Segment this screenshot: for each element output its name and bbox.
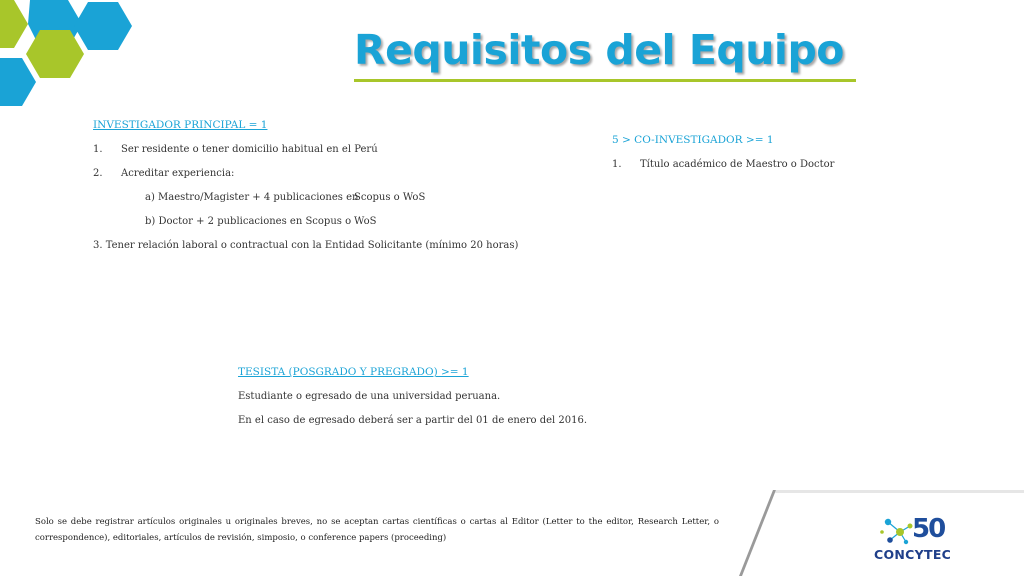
hexagon-green-top [0, 0, 28, 48]
tesista-line-2: En el caso de egresado deberá ser a partir del 01 de enero del 2016. [238, 415, 588, 426]
tesista-header: TESISTA (POSGRADO Y PREGRADO) >= 1 [238, 366, 469, 378]
tesista-line-1: Estudiante o egresado de una universidad peruana. [238, 391, 501, 402]
co-investigador-item-1 [612, 159, 834, 171]
sub-item-b-right: WoS [354, 216, 377, 227]
hexagon-blue-bottom [0, 58, 36, 106]
logo-wordmark: CONCYTEC [874, 547, 952, 562]
footnote: Solo se debe registrar artículos originales u originales breves, no se aceptan cartas científicas o cartas al Editor (Letter to the editor, Research Letter, o correspondence), editoriales, artículos de revisión, simposio, o conference papers (proceeding) [35, 517, 719, 543]
item-text: Ser residente o tener domicilio habitual en el Perú [121, 144, 378, 155]
logo-anniversary-number: 50 [912, 514, 945, 544]
sub-item-b-left: b) Doctor + 2 publicaciones en Scopus o [145, 216, 352, 227]
title-underline [354, 79, 856, 82]
hexagon-blue-right [74, 2, 132, 50]
concytec-logo [870, 512, 962, 572]
page-title: Requisitos del Equipo [354, 26, 844, 74]
item-number: 2. [93, 168, 103, 179]
item-text: Título académico de Maestro o Doctor [640, 159, 835, 170]
investigador-principal-header: INVESTIGADOR PRINCIPAL = 1 [93, 119, 268, 131]
item-number: 1. [93, 144, 103, 155]
item-number: 1. [612, 159, 622, 170]
item-text: Acreditar experiencia: [121, 168, 235, 179]
investigador-item-2 [93, 168, 234, 180]
decorative-hexagons [0, 0, 140, 110]
sub-item-a-left: a) Maestro/Magister + 4 publicaciones en [145, 192, 359, 203]
investigador-item-1 [93, 144, 378, 156]
co-investigador-header: 5 > CO-INVESTIGADOR >= 1 [612, 134, 774, 146]
investigador-item-3: 3. Tener relación laboral o contractual con la Entidad Solicitante (mínimo 20 horas) [93, 240, 519, 251]
sub-item-a-right: Scopus o WoS [354, 192, 426, 203]
